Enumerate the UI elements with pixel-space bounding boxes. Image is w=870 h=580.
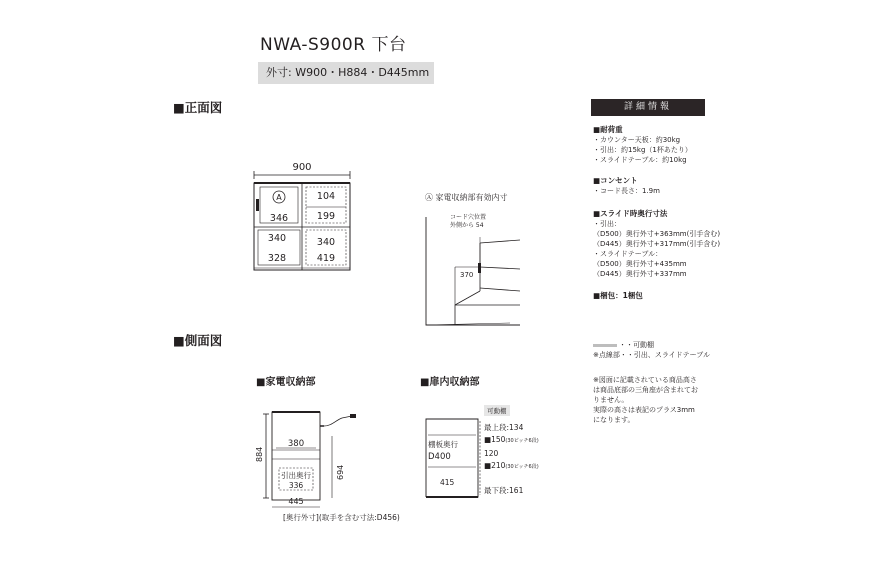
cord-note-line2: 外側から 54: [450, 222, 484, 229]
slide-item: ・引出：: [593, 220, 621, 228]
load-title: ■耐荷重: [593, 125, 623, 134]
inner-heading: Ⓐ 家電収納部有効内寸: [425, 193, 508, 202]
plug-icon: [350, 414, 356, 418]
front-view-drawing: [240, 155, 375, 275]
bottom-shelf-label: 最下段:161: [484, 486, 524, 496]
outlet-title: ■コンセント: [593, 176, 638, 185]
shelf-positions: [484, 422, 539, 497]
front-view-heading: ■正面図: [173, 100, 223, 115]
slide-item: （D445）奥行外寸+337mm: [593, 270, 687, 278]
legend-line1: [593, 340, 753, 350]
outlet-item: ・コード長さ：1.9m: [593, 187, 660, 195]
c1-label: 346: [269, 213, 289, 224]
c3-label: 199: [316, 211, 336, 222]
legend-line1-text: ・・可動棚: [619, 341, 654, 349]
c2-label: 104: [316, 191, 336, 202]
cord-note-line1: コード穴位置: [450, 214, 487, 221]
note-line: ※図面に記載されている商品高さ: [593, 376, 697, 384]
load-item: ・引出：約15kg（1杯あたり）: [593, 146, 692, 154]
side-view-heading: ■側面図: [173, 333, 223, 348]
front-width-label: 900: [292, 162, 312, 173]
p150-label: 150: [491, 435, 506, 445]
h415-label: 415: [440, 478, 455, 487]
slide-title: ■スライド時奥行寸法: [593, 209, 668, 218]
p210-row: ■210(30ピッチ6段): [484, 460, 539, 470]
load-item: ・カウンター天板：約30kg: [593, 136, 681, 144]
depth-note: [奥行外寸](取手を含む寸法:D456): [283, 513, 400, 522]
c5-label: 328: [267, 253, 287, 264]
p150-row: ■150(30ピッチ6段): [484, 435, 539, 445]
note-line: は商品底部の三角座が含まれてお: [593, 386, 698, 394]
product-title: NWA-S900R 下台: [260, 35, 407, 55]
outlet-icon: [478, 263, 481, 273]
mark-a-label: A: [276, 193, 282, 202]
detail-heading: 詳細情報: [591, 99, 705, 116]
appliance-heading: ■家電収納部: [256, 377, 316, 388]
slide-item: （D500）奥行外寸+435mm: [593, 260, 687, 268]
slide-item: （D500）奥行外寸+363mm(引手含む): [593, 230, 721, 238]
h694-label: 694: [336, 464, 345, 480]
d336-label: 336: [288, 481, 304, 490]
p210-label: 210: [491, 460, 506, 470]
door-side-drawing: [422, 415, 492, 505]
outlet-section: [593, 175, 743, 196]
note-line: りません。: [593, 396, 629, 404]
pack-info: ■梱包：1梱包: [593, 291, 643, 300]
slide-item: ・スライドテーブル：: [593, 250, 663, 258]
c4-label: 340: [267, 233, 287, 244]
height-label: 884: [255, 446, 264, 462]
inner-dim-label: 370: [460, 271, 474, 279]
movable-label: 可動棚: [484, 405, 510, 416]
legend: [593, 340, 753, 360]
legend-line2: ※点線部・・引出、スライドテーブル: [593, 351, 711, 359]
pull-label: 引出奥行: [281, 471, 311, 480]
load-section: [593, 124, 743, 165]
movable-shelf-swatch: [593, 344, 617, 347]
inner-drawing: [420, 205, 530, 330]
c7-label: 419: [316, 253, 336, 264]
d445-label: 445: [288, 497, 304, 506]
note-line: になります。: [593, 416, 635, 424]
outer-dimensions: 外寸: W900・H884・D445mm: [258, 62, 434, 84]
c6-label: 340: [316, 237, 336, 248]
top-shelf-label: 最上段:134: [484, 423, 524, 432]
pitch2-label: (30ピッチ6段): [505, 463, 539, 470]
notes: [593, 375, 753, 425]
h120-label: 120: [484, 448, 499, 458]
load-item: ・スライドテーブル：約10kg: [593, 156, 687, 164]
note-line: 実際の高さは表記のプラス3mm: [593, 406, 695, 414]
d380-label: 380: [287, 439, 305, 449]
shelf-depth-line2: D400: [428, 452, 451, 462]
pitch1-label: (30ピッチ6段): [505, 438, 539, 445]
shelf-depth-line1: 棚板奥行: [428, 440, 458, 449]
slide-section: [593, 208, 743, 279]
appliance-side-drawing: [250, 400, 425, 530]
slide-item: （D445）奥行外寸+317mm(引手含む): [593, 240, 721, 248]
door-heading: ■扉内収納部: [420, 377, 480, 388]
